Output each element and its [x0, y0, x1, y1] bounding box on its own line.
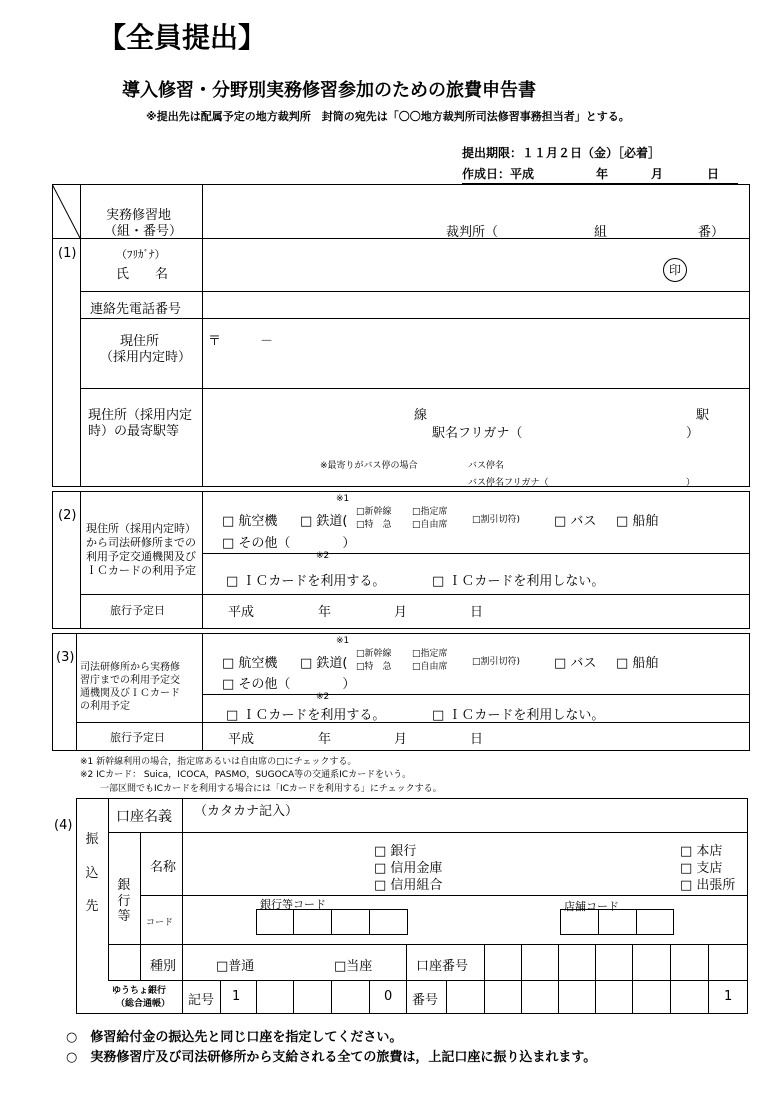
s2-bus-checkbox[interactable]: □ バス	[554, 514, 597, 529]
s2-other-checkbox[interactable]: □ その他（ ）	[222, 536, 356, 551]
bango-cell[interactable]	[484, 980, 485, 1014]
furikomi-char: 振	[85, 832, 99, 847]
station-furigana-label: 駅名フリガナ（	[432, 426, 523, 441]
s1-num-divider	[80, 184, 81, 487]
bank-code-cell[interactable]	[331, 909, 370, 935]
s2-rail-checkbox[interactable]: □ 鉄道(	[300, 514, 348, 529]
submit-badge: 【全員提出】	[98, 21, 267, 54]
created-month: 月	[651, 167, 664, 181]
kigo-last-digit: 0	[384, 989, 393, 1004]
bank-code-label: 銀行等コード	[260, 898, 326, 911]
bank-type-shinkumi-checkbox[interactable]: □ 信用組合	[374, 878, 443, 893]
s2-shitei-checkbox[interactable]: □指定席	[412, 507, 448, 517]
furikomi-char: 込	[85, 865, 99, 881]
s3-date-year: 年	[318, 732, 332, 747]
bottom-note-2: ○ 実務修習庁及び司法研修所から支給される全ての旅費は，上記口座に振り込まれます。	[66, 1050, 597, 1065]
s1-label-divider	[202, 184, 203, 487]
s4-account-divider	[182, 798, 183, 832]
section-4-number: (4)	[54, 818, 73, 833]
code-label: コード	[146, 918, 174, 928]
s3-plane-checkbox[interactable]: □ 航空機	[222, 656, 278, 671]
s2-date-month: 月	[394, 605, 408, 620]
s3-desc-line: 司法研修所から実務修	[80, 662, 180, 673]
kigo-cell[interactable]	[369, 980, 370, 1014]
acct-no-cell[interactable]	[595, 944, 596, 980]
s4-acct-divider	[406, 944, 407, 1014]
s2-desc-line: 利用予定交通機関及び	[86, 550, 196, 563]
s2-shinkansen-checkbox[interactable]: □新幹線	[356, 507, 392, 517]
acct-no-cell[interactable]	[484, 944, 485, 980]
kumi-label: 組	[594, 225, 608, 240]
s3-waribiki-checkbox[interactable]: □割引切符)	[472, 657, 521, 667]
nearest-station-label: 現住所（採用内定	[88, 408, 193, 423]
s4-furikomi-divider	[108, 798, 109, 980]
bank-code-cell[interactable]	[293, 909, 332, 935]
paren-close: ）	[686, 426, 700, 441]
kigo-cell[interactable]	[331, 980, 332, 1014]
s2-desc-line: から司法研修所までの	[86, 536, 196, 549]
s4-row-divider	[108, 980, 748, 981]
note-2-mark: ※2	[316, 551, 330, 561]
s1-row-divider	[80, 388, 750, 389]
bank-char: 行	[117, 893, 131, 909]
kigo-label: 記号	[188, 993, 215, 1008]
s4-label-divider	[182, 832, 183, 1014]
acct-no-cell[interactable]	[521, 944, 522, 980]
s2-waribiki-checkbox[interactable]: □割引切符)	[472, 515, 521, 525]
bottom-note-1: ○ 修習給付金の振込先と同じ口座を指定してください。	[66, 1030, 403, 1045]
bank-char: 等	[117, 909, 131, 925]
s1-row-divider	[80, 291, 750, 292]
s3-desc-line: の利用予定	[80, 701, 130, 712]
created-year: 年	[596, 167, 609, 181]
s4-row-divider	[108, 944, 748, 945]
bank-type-ginko-checkbox[interactable]: □ 銀行	[374, 844, 417, 859]
s2-plane-checkbox[interactable]: □ 航空機	[222, 514, 278, 529]
bango-label: 番号	[412, 993, 439, 1008]
s2-tokkyu-checkbox[interactable]: □特 急	[356, 520, 392, 530]
s1-row-divider	[80, 318, 750, 319]
bango-cell[interactable]	[446, 980, 447, 1014]
bango-cell[interactable]	[632, 980, 633, 1014]
s4-bank-divider	[140, 832, 141, 944]
branch-code-label: 店舗コード	[564, 900, 619, 913]
s2-travel-date-label: 旅行予定日	[110, 604, 165, 617]
branch-type-honten-checkbox[interactable]: □ 本店	[680, 844, 723, 859]
bango-last-digit: 1	[724, 989, 733, 1004]
kigo-cell[interactable]	[293, 980, 294, 1014]
branch-type-shiten-checkbox[interactable]: □ 支店	[680, 861, 723, 876]
court-label: 裁判所（	[446, 225, 499, 240]
bus-stop-furigana-label: バス停名フリガナ（	[468, 478, 549, 488]
branch-code-cell[interactable]	[598, 909, 637, 935]
s3-desc-line: 通機関及びＩＣカード	[80, 688, 180, 699]
s3-row-divider	[76, 722, 750, 723]
branch-code-cell[interactable]	[560, 909, 599, 935]
acct-no-cell[interactable]	[632, 944, 633, 980]
s3-bus-checkbox[interactable]: □ バス	[554, 656, 597, 671]
bango-cell[interactable]	[521, 980, 522, 1014]
section-2-number: (2)	[58, 508, 77, 523]
bus-stop-label: バス停名	[468, 461, 505, 471]
station-label: 駅	[696, 408, 710, 423]
seal-mark: 印	[663, 258, 687, 282]
created-date-label: 作成日：平成	[462, 167, 535, 181]
account-number-label: 口座番号	[416, 959, 469, 974]
s3-ic-use-checkbox[interactable]: □ ＩＣカードを利用する。	[226, 708, 386, 723]
bank-name-label: 名称	[150, 860, 177, 875]
ban-label: 番）	[698, 225, 725, 240]
branch-code-cell[interactable]	[636, 909, 674, 935]
yucho-sublabel: （総合通帳）	[116, 999, 171, 1009]
deadline: 提出期限：１１月２日（金）［必着］	[462, 146, 661, 160]
s3-shinkansen-checkbox[interactable]: □新幹線	[356, 649, 392, 659]
s2-desc-line: 現住所（採用内定時）	[86, 522, 196, 535]
kigo-cell[interactable]	[256, 980, 257, 1014]
s2-ic-nouse-checkbox[interactable]: □ ＩＣカードを利用しない。	[432, 574, 605, 589]
corner-diagonal	[52, 184, 80, 238]
address-label: 現住所	[120, 334, 160, 349]
submission-note: ※提出先は配属予定の地方裁判所 封筒の宛先は「〇〇地方裁判所司法修習事務担当者」とする。	[146, 110, 630, 123]
paren-close: ）	[686, 478, 696, 488]
bottom-note-2-text: 実務修習庁及び司法研修所から支給される全ての旅費は，上記口座に振り込まれます。	[90, 1050, 597, 1065]
name-label: 氏 名	[116, 267, 169, 282]
postal-code-field[interactable]: 〒 －	[208, 334, 274, 349]
s2-date-day: 日	[470, 605, 484, 620]
kigo-cell[interactable]	[220, 980, 221, 1014]
account-type-toza-checkbox[interactable]: □当座	[334, 959, 373, 974]
s3-date-day: 日	[470, 732, 484, 747]
furigana-label: （ﾌﾘｶﾞﾅ）	[116, 248, 166, 261]
footnote-2: ※2 ICカード： Suica，ICOCA，PASMO，SUGOCA等の交通系ICカードをいう。	[80, 770, 412, 780]
s3-other-checkbox[interactable]: □ その他（ ）	[222, 677, 356, 692]
section-1-number: (1)	[58, 246, 77, 261]
created-day: 日	[707, 167, 720, 181]
acct-no-cell[interactable]	[708, 944, 709, 980]
address-sublabel: （採用内定時）	[100, 350, 192, 365]
account-name-label: 口座名義	[116, 809, 172, 825]
s3-travel-date-label: 旅行予定日	[110, 731, 165, 744]
s4-row-divider	[108, 832, 748, 833]
note-1-mark: ※1	[336, 494, 350, 504]
s3-jiyu-checkbox[interactable]: □自由席	[412, 662, 448, 672]
s3-rail-checkbox[interactable]: □ 鉄道(	[300, 656, 348, 671]
acct-no-cell[interactable]	[670, 944, 671, 980]
phone-label: 連絡先電話番号	[90, 302, 182, 317]
acct-no-cell[interactable]	[558, 944, 559, 980]
account-name-input[interactable]	[184, 814, 744, 830]
bank-vertical-label	[116, 878, 132, 925]
s2-label-divider	[202, 491, 203, 629]
section-4-frame	[76, 798, 748, 1014]
bank-code-cell[interactable]	[369, 909, 408, 935]
note-2-mark: ※2	[316, 692, 330, 702]
bus-note: ※最寄りがバス停の場合	[320, 461, 418, 471]
s3-desc-line: 習庁までの利用予定交	[80, 675, 180, 686]
s3-date-month: 月	[394, 732, 408, 747]
s3-shitei-checkbox[interactable]: □指定席	[412, 649, 448, 659]
bango-cell[interactable]	[708, 980, 709, 1014]
s3-ic-nouse-checkbox[interactable]: □ ＩＣカードを利用しない。	[432, 708, 605, 723]
bank-char: 銀	[117, 878, 131, 893]
note-1-mark: ※1	[336, 636, 350, 646]
s2-ic-use-checkbox[interactable]: □ ＩＣカードを利用する。	[226, 574, 386, 589]
yucho-label: ゆうちょ銀行	[112, 986, 167, 996]
s3-ship-checkbox[interactable]: □ 船舶	[616, 656, 659, 671]
s4-type-divider	[140, 944, 141, 980]
s3-label-divider	[202, 633, 203, 751]
section-3-number: (3)	[56, 650, 75, 665]
nearest-station-label-2: 時）の最寄駅等	[88, 424, 180, 439]
line-label: 線	[414, 408, 428, 423]
s2-jiyu-checkbox[interactable]: □自由席	[412, 520, 448, 530]
page-title: 導入修習・分野別実務修習参加のための旅費申告書	[122, 80, 536, 101]
s3-tokkyu-checkbox[interactable]: □特 急	[356, 662, 392, 672]
bango-cell[interactable]	[558, 980, 559, 1014]
furikomi-char: 先	[85, 899, 99, 915]
s2-ship-checkbox[interactable]: □ 船舶	[616, 514, 659, 529]
footnote-3: 一部区間でもICカードを利用する場合には「ICカードを利用する」にチェックする。	[100, 784, 442, 794]
bango-cell[interactable]	[595, 980, 596, 1014]
branch-type-shucchojo-checkbox[interactable]: □ 出張所	[680, 878, 736, 893]
bank-type-shinkin-checkbox[interactable]: □ 信用金庫	[374, 861, 443, 876]
kigo-first-digit: 1	[232, 989, 241, 1004]
practice-place-label: 実務修習地	[106, 208, 172, 223]
furikomi-vertical-label	[84, 832, 100, 915]
s3-num-divider	[76, 633, 77, 751]
bank-code-cell[interactable]	[256, 909, 294, 935]
s2-row-divider	[80, 594, 750, 595]
bottom-note-1-text: 修習給付金の振込先と同じ口座を指定してください。	[90, 1030, 403, 1045]
footnote-1: ※1 新幹線利用の場合，指定席あるいは自由席の□にチェックする。	[80, 757, 357, 767]
practice-place-sublabel: （組・番号）	[104, 224, 183, 239]
s2-date-year: 年	[318, 605, 332, 620]
account-type-futsu-checkbox[interactable]: □普通	[216, 959, 255, 974]
s3-date-heisei: 平成	[228, 732, 255, 747]
account-type-label: 種別	[150, 959, 177, 974]
s2-row-divider	[202, 553, 750, 554]
s4-row-divider	[140, 895, 748, 896]
s3-row-divider	[202, 694, 750, 695]
s2-desc-line: ＩＣカードの利用予定	[86, 564, 196, 577]
s2-date-heisei: 平成	[228, 605, 255, 620]
katakana-note: （カタカナ記入）	[194, 804, 299, 819]
bango-cell[interactable]	[670, 980, 671, 1014]
s2-num-divider	[80, 491, 81, 629]
